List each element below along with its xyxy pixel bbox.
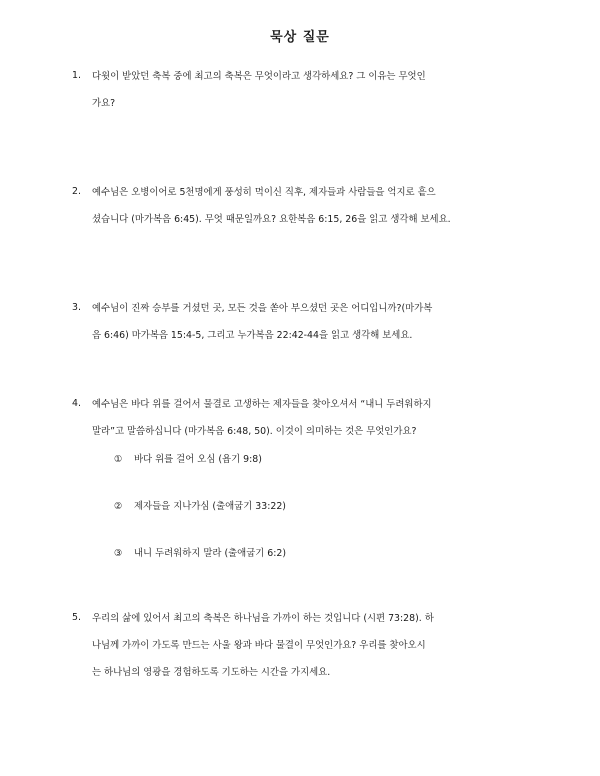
question-number: 2. [72,186,81,197]
subpoint-text: 바다 위를 걸어 오심 (욥기 9:8) [134,454,262,465]
question-number: 5. [72,612,81,623]
subpoint-marker: ① [114,454,123,465]
subpoint-marker: ② [114,501,123,512]
question-2 [72,186,532,227]
subpoint-3 [114,547,286,561]
question-line: 말라”고 말씀하십니다 (마가복음 6:48, 50). 이것이 의미하는 것은 무엇인가요? [92,426,417,437]
page-title: 묵상 질문 [270,30,330,45]
question-line: 예수님은 바다 위를 걸어서 물결로 고생하는 제자들을 찾아오셔서 “내니 두려워하지 [92,399,432,410]
question-line: 가요? [92,98,116,109]
question-number: 4. [72,398,81,409]
question-number: 1. [72,70,81,81]
question-line: 예수님이 진짜 승부를 거셨던 곳, 모든 것을 쏟아 부으셨던 곳은 어디입니까?(마가복 [92,303,433,314]
subpoint-marker: ③ [114,548,123,559]
question-3 [72,302,532,343]
subpoint-text: 제자들을 지나가심 (출애굽기 33:22) [134,501,286,512]
question-line: 예수님은 오병이어로 5천명에게 풍성히 먹이신 직후, 제자들과 사람들을 억지로 흩으 [92,187,436,198]
question-line: 우리의 삶에 있어서 최고의 축복은 하나님을 가까이 하는 것입니다 (시편 73:28). 하 [92,613,434,624]
question-line: 나님께 가까이 가도록 만드는 사울 왕과 바다 물결이 무엇인가요? 우리를 찾아오시 [92,640,426,651]
question-5 [72,612,532,680]
subpoint-2 [114,500,286,514]
subpoint-text: 내니 두려워하지 말라 (출애굽기 6:2) [134,548,287,559]
question-4 [72,398,532,439]
question-number: 3. [72,302,81,313]
subpoint-1 [114,453,262,467]
question-line: 는 하나님의 영광을 경험하도록 기도하는 시간을 가지세요. [92,667,331,678]
question-1 [72,70,532,111]
question-line: 음 6:46) 마가복음 15:4-5, 그리고 누가복음 22:42-44을 읽고 생각해 보세요. [92,330,413,341]
question-line: 셨습니다 (마가복음 6:45). 무엇 때문일까요? 요한복음 6:15, 26을 읽고 생각해 보세요. [92,214,451,225]
question-line: 다윗이 받았던 축복 중에 최고의 축복은 무엇이라고 생각하세요? 그 이유는 무엇인 [92,71,426,82]
